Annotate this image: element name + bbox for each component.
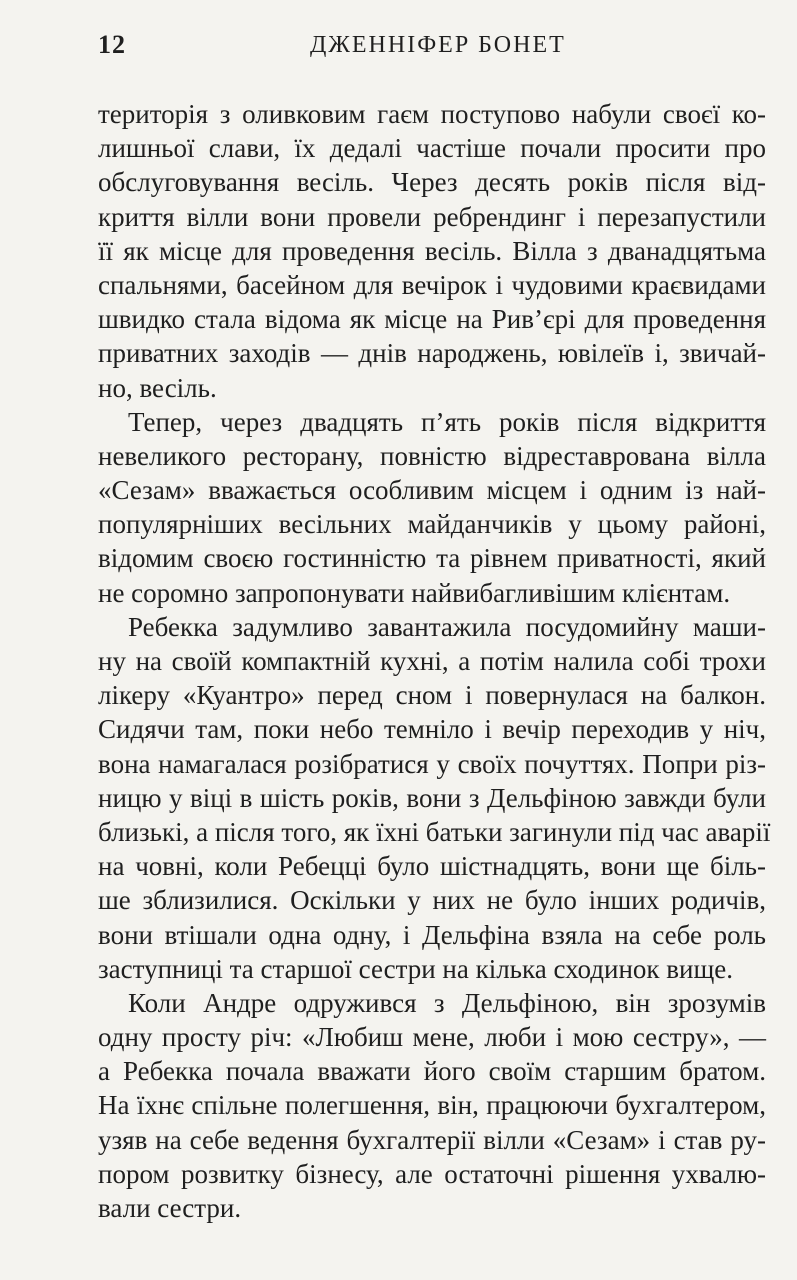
text-line: лишньої слави, їх дедалі частіше почали просити про [98, 133, 766, 164]
body-text [98, 97, 771, 1225]
text-line: Сидячи там, поки небо темніло і вечір переходив у ніч, [98, 714, 766, 745]
text-line: На їхнє спільне полегшення, він, працюючи бухгалтером, [98, 1090, 766, 1121]
running-head-author: ДЖЕННІФЕР БОНЕТ [310, 32, 566, 58]
text-line: «Сезам» вважається особливим місцем і одним із най- [98, 475, 766, 506]
text-line: на човні, коли Ребецці було шістнадцять, вони ще біль- [98, 851, 766, 882]
text-line: заступниці та старшої сестри на кілька сходинок вище. [98, 953, 733, 984]
text-line: швидко стала відома як місце на Рив’єрі для проведення [98, 304, 766, 335]
text-line: близькі, а після того, як їхні батьки загинули під час аварії [98, 816, 771, 847]
text-line: пором розвитку бізнесу, але остаточні рішення ухвалю- [98, 1158, 766, 1189]
text-line: но, весіль. [98, 372, 217, 403]
text-line: ницю у віці в шість років, вони з Дельфіною завжди були [98, 782, 766, 813]
text-line: Коли Андре одружився з Дельфіною, він зрозумів [128, 987, 766, 1018]
text-line: обслуговування весіль. Через десять років після від- [98, 167, 766, 198]
text-line: Ребекка задумливо завантажила посудомийну маши- [128, 611, 766, 642]
text-line: спальнями, басейном для вечірок і чудовими краєвидами [98, 269, 766, 300]
text-line: приватних заходів — днів народжень, ювілеїв і, звичай- [98, 338, 766, 369]
text-line: популярніших весільних майданчиків у цьому районі, [98, 509, 766, 540]
text-line: Тепер, через двадцять п’ять років після відкриття [128, 406, 766, 437]
text-line: не соромно запропонувати найвибагливішим клієнтам. [98, 577, 731, 608]
text-line: ну на своїй компактній кухні, а потім налила собі трохи [98, 646, 766, 676]
text-line: її як місце для проведення весіль. Вілла з дванадцятьма [98, 235, 766, 266]
text-line: вали сестри. [98, 1193, 242, 1223]
text-line: невеликого ресторану, повністю відреставрована вілла [98, 440, 766, 471]
text-line: територія з оливковим гаєм поступово набули своєї ко- [98, 99, 766, 129]
text-line: лікеру «Куантро» перед сном і повернулася на балкон. [98, 680, 766, 711]
text-line: криття вілли вони провели ребрендинг і перезапустили [98, 201, 766, 232]
text-line: а Ребекка почала вважати його своїм старшим братом. [98, 1056, 766, 1087]
text-line: вона намагалася розібратися у своїх почуттях. Попри різ- [98, 748, 766, 779]
text-line: відомим своєю гостинністю та рівнем приватності, який [98, 543, 766, 574]
page-number: 12 [98, 30, 126, 59]
text-line: ше зблизилися. Оскільки у них не було інших родичів, [98, 885, 766, 916]
text-line: вони втішали одна одну, і Дельфіна взяла на себе роль [98, 919, 766, 950]
text-line: узяв на себе ведення бухгалтерії вілли «Сезам» і став ру- [98, 1124, 766, 1155]
text-line: одну просту річ: «Любиш мене, люби і мою сестру», — [98, 1022, 766, 1053]
